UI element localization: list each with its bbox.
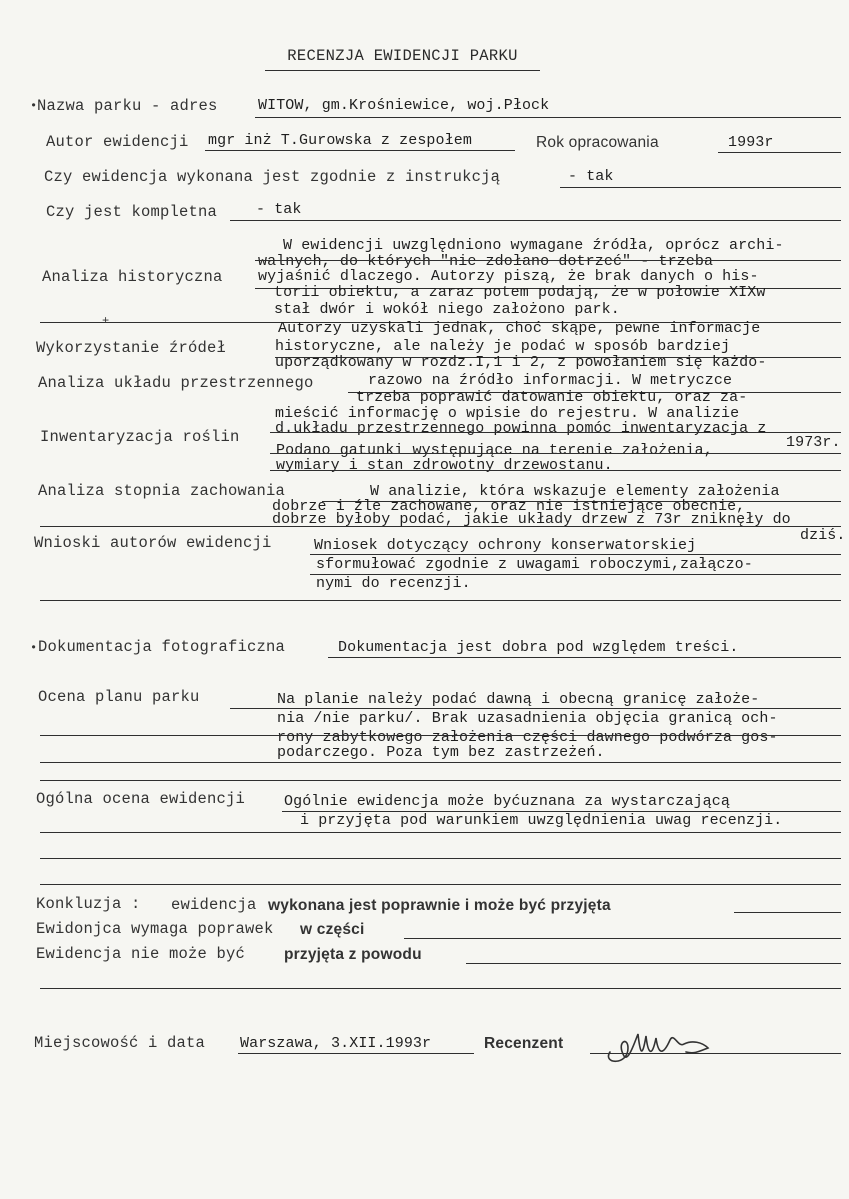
plant-inventory-label: Inwentaryzacja roślin (40, 428, 240, 446)
author-label: Autor ewidencji (46, 133, 189, 151)
body-line-2: walnych, do których "nie zdołano dotrzeć" - trzeba (258, 253, 714, 270)
conclusion-line-2 (404, 938, 841, 939)
preservation-analysis-label: Analiza stopnia zachowania (38, 482, 286, 500)
body-line-10: trzeba poprawić datowanie obiektu, oraz za- (356, 389, 748, 406)
conclusion-option-2-a: Ewidonjca wymaga poprawek (36, 920, 274, 938)
conclusion-option-3-a: Ewidencja nie może być (36, 945, 246, 963)
body-line-8: uporządkowany w rozdz.I,1 i 2, z powołaniem się każdo- (275, 354, 767, 371)
body-line-16: W analizie, która wskazuje elementy założenia (370, 483, 780, 500)
body-line-25: nia /nie parku/. Brak uzasadnienia objęcia granicą och- (277, 710, 778, 727)
body-line-26: rony zabytkowego założenia części dawnego podwórza gos- (277, 729, 778, 746)
conclusion-line-3 (466, 963, 841, 964)
complete-label: Czy jest kompletna (46, 203, 218, 221)
place-date-value: Warszawa, 3.XII.1993r (240, 1035, 432, 1052)
body-line-3: wyjaśnić dlaczego. Autorzy piszą, że brak danych o his- (258, 268, 759, 285)
park-plan-label: Ocena planu parku (38, 688, 200, 706)
conclusion-option-1-b: wykonana jest poprawnie i może być przyjęta (268, 897, 611, 914)
body-line-6: Autorzy uzyskali jednak, choć skąpe, pewne informacje (278, 320, 761, 337)
general-line-4 (40, 884, 841, 885)
body-line-1: W ewidencji uwzględniono wymagane źródła, oprócz archi- (283, 237, 784, 254)
body-line-27: podarczego. Poza tym bez zastrzeżeń. (277, 744, 605, 761)
body-line-11: mieścić informację o wpisie do rejestru. W analizie (275, 405, 740, 422)
plan-line-4 (40, 780, 841, 781)
margin-dot-mark: • (30, 99, 38, 113)
conclusions-line-3 (40, 600, 841, 601)
author-line (205, 150, 515, 151)
reviewer-label: Recenzent (484, 1035, 564, 1052)
conclusion-line-4 (40, 988, 841, 989)
body-line-29: i przyjęta pod warunkiem uwzględnienia uwag recenzji. (300, 812, 783, 829)
body-line-17: dobrze i źle zachowane, oraz nie istniejące obecnie, (272, 498, 746, 515)
year-label: Rok opracowania (536, 134, 659, 151)
plan-line-3 (40, 762, 841, 763)
year-line (718, 152, 841, 153)
body-line-28: Ogólnie ewidencja może byćuznana za wystarczającą (284, 793, 730, 810)
body-line-22: nymi do recenzji. (316, 575, 471, 592)
reviewer-signature-icon (598, 1022, 728, 1072)
conclusions-line (310, 554, 841, 555)
photo-documentation-label: Dokumentacja fotograficzna (38, 638, 286, 656)
compliance-line (560, 187, 841, 188)
park-name-label: Nazwa parku - adres (37, 97, 218, 115)
body-line-13: 1973r. (786, 434, 841, 451)
authors-conclusions-label: Wnioski autorów ewidencji (34, 534, 272, 552)
general-line-3 (40, 858, 841, 859)
body-line-20: Wniosek dotyczący ochrony konserwatorskiej (314, 537, 697, 554)
body-line-5: stał dwór i wokół niego założono park. (274, 301, 620, 318)
compliance-value: - tak (568, 168, 614, 185)
park-name-value: WITOW, gm.Krośniewice, woj.Płock (258, 97, 550, 114)
historical-line-1 (255, 260, 841, 261)
general-line-2 (40, 832, 841, 833)
preservation-line-2 (40, 526, 841, 527)
body-line-23: Dokumentacja jest dobra pod względem treści. (338, 639, 739, 656)
body-line-7: historyczne, ale należy je podać w sposób bardziej (275, 338, 731, 355)
park-name-line (255, 117, 841, 118)
body-line-9: razowo na źródło informacji. W metryczce (368, 372, 733, 389)
body-line-4: torii obiektu, a zaraz potem podają, że w połowie XIXw (274, 284, 766, 301)
general-assessment-label: Ogólna ocena ewidencji (36, 790, 246, 808)
document-title: RECENZJA EWIDENCJI PARKU (265, 47, 540, 71)
plants-line-2 (270, 453, 841, 454)
complete-line (230, 220, 841, 221)
complete-value: - tak (256, 201, 302, 218)
conclusion-label: Konkluzja : (36, 895, 141, 913)
spatial-analysis-label: Analiza układu przestrzennego (38, 374, 314, 392)
photo-line (328, 657, 841, 658)
historical-analysis-label: Analiza historyczna (42, 268, 223, 286)
body-line-19: dziś. (800, 527, 846, 544)
body-line-15: wymiary i stan zdrowotny drzewostanu. (276, 457, 613, 474)
conclusion-line-1 (734, 912, 841, 913)
margin-tick-mark: + (102, 314, 110, 328)
body-line-14: Podano gatunki występujące na terenie założenia, (276, 442, 713, 459)
conclusion-option-2-b: w części (300, 921, 365, 938)
year-value: 1993r (728, 134, 774, 151)
body-line-12: d.układu przestrzennego powinna pomóc inwentaryzacja z (275, 420, 767, 437)
compliance-label: Czy ewidencja wykonana jest zgodnie z instrukcją (44, 168, 501, 186)
sources-label: Wykorzystanie źródeł (36, 339, 227, 357)
conclusion-option-3-b: przyjęta z powodu (284, 946, 422, 963)
plan-line-1 (230, 708, 841, 709)
conclusion-option-1-a: ewidencja (171, 896, 257, 914)
body-line-18: dobrze byłoby podać, jakie układy drzew z 73r zniknęły do (272, 511, 791, 528)
plants-line-3 (270, 470, 841, 471)
place-date-line (238, 1053, 474, 1054)
author-value: mgr inż T.Gurowska z zespołem (208, 132, 472, 149)
margin-dot-mark-2: • (30, 641, 38, 655)
plan-line-2 (40, 735, 841, 736)
plants-line (270, 432, 841, 433)
body-line-24: Na planie należy podać dawną i obecną granicę założe- (277, 691, 760, 708)
body-line-21: sformułować zgodnie z uwagami roboczymi,załączo- (316, 556, 753, 573)
place-date-label: Miejscowość i data (34, 1034, 206, 1052)
